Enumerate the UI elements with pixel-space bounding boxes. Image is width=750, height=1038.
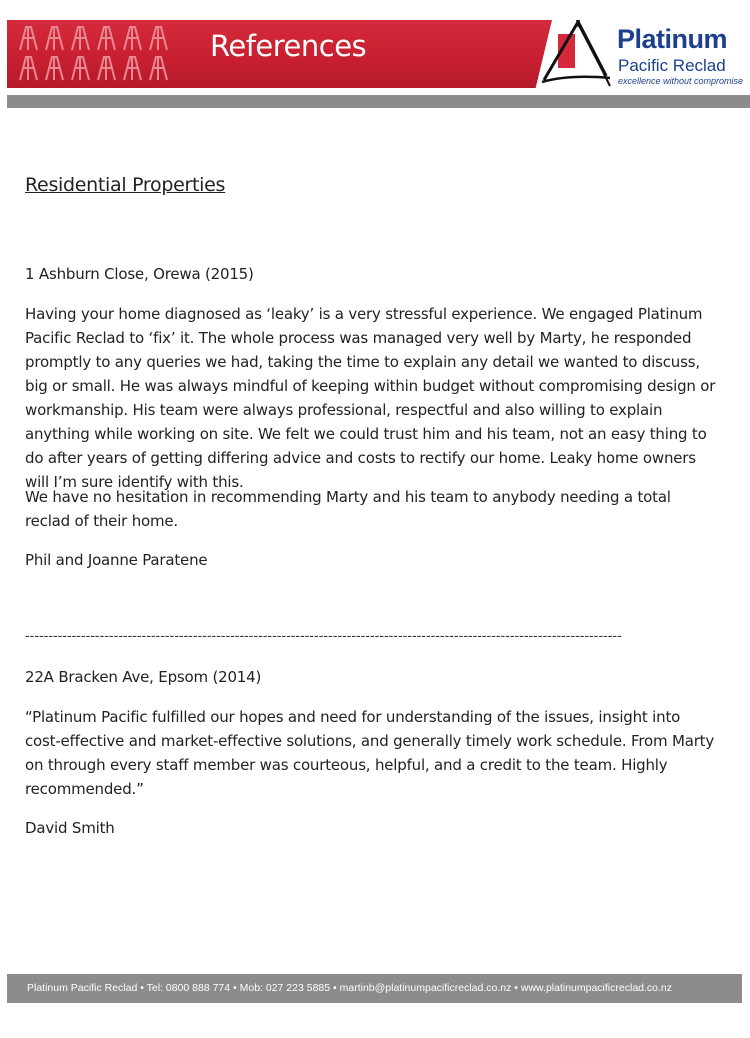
page-header <box>0 0 750 108</box>
ref2-address: 22A Bracken Ave, Epsom (2014) <box>25 668 262 686</box>
ref1-address: 1 Ashburn Close, Orewa (2015) <box>25 265 254 283</box>
section-title: Residential Properties <box>25 174 226 196</box>
page-footer <box>7 974 742 1003</box>
ref2-quote: “Platinum Pacific fulfilled our hopes and need for understanding of the issues, insight into cost-effective and market-effective solutions, and generally timely work schedule. From Marty on through every staff member was courteous, helpful, and a credit to the team. Highly recommended.” <box>25 708 715 798</box>
pattern-motif-icon <box>69 54 93 82</box>
section-divider: -------------------------------------------------------------------------------------------------------------------------------- <box>25 627 622 643</box>
pattern-motif-icon <box>17 54 41 82</box>
pattern-motif-icon <box>43 24 67 52</box>
footer-contact-line: Platinum Pacific Reclad • Tel: 0800 888 774 • Mob: 027 223 5885 • martinb@platinumpacificreclad.co.nz • www.platinumpacificreclad.co.nz <box>27 982 673 994</box>
page-title: References <box>210 29 367 63</box>
pattern-motif-icon <box>147 54 171 82</box>
ref1-paragraph-2: We have no hesitation in recommending Marty and his team to anybody needing a total reclad of their home. <box>25 488 671 530</box>
ref2-author: David Smith <box>25 819 115 837</box>
logo-name: Platinum <box>617 24 728 54</box>
pattern-motif-icon <box>95 24 119 52</box>
header-gray-rule <box>7 95 750 108</box>
logo-subname: Pacific Reclad <box>618 56 726 75</box>
pattern-motif-icon <box>121 24 145 52</box>
pattern-motif-icon <box>95 54 119 82</box>
pattern-motif-icon <box>69 24 93 52</box>
header-pattern <box>17 24 167 84</box>
pattern-motif-icon <box>43 54 67 82</box>
ref1-author: Phil and Joanne Paratene <box>25 551 208 569</box>
platinum-logo-icon <box>538 16 614 90</box>
pattern-motif-icon <box>147 24 171 52</box>
logo-tagline: excellence without compromise <box>618 76 744 86</box>
pattern-motif-icon <box>17 24 41 52</box>
ref1-paragraph-1: Having your home diagnosed as ‘leaky’ is a very stressful experience. We engaged Platinum Pacific Reclad to ‘fix’ it. The whole process was managed very well by Marty, he responded promptly to any queries we had, taking the time to explain any detail we wanted to discuss, big or small. He was always mindful of keeping within budget without compromising design or workmanship. His team were always professional, respectful and also willing to explain anything while working on site. We felt we could trust him and his team, not an easy thing to do after years of getting differing advice and costs to rectify our home. Leaky home owners will I’m sure identify with this. <box>25 305 716 491</box>
pattern-motif-icon <box>121 54 145 82</box>
